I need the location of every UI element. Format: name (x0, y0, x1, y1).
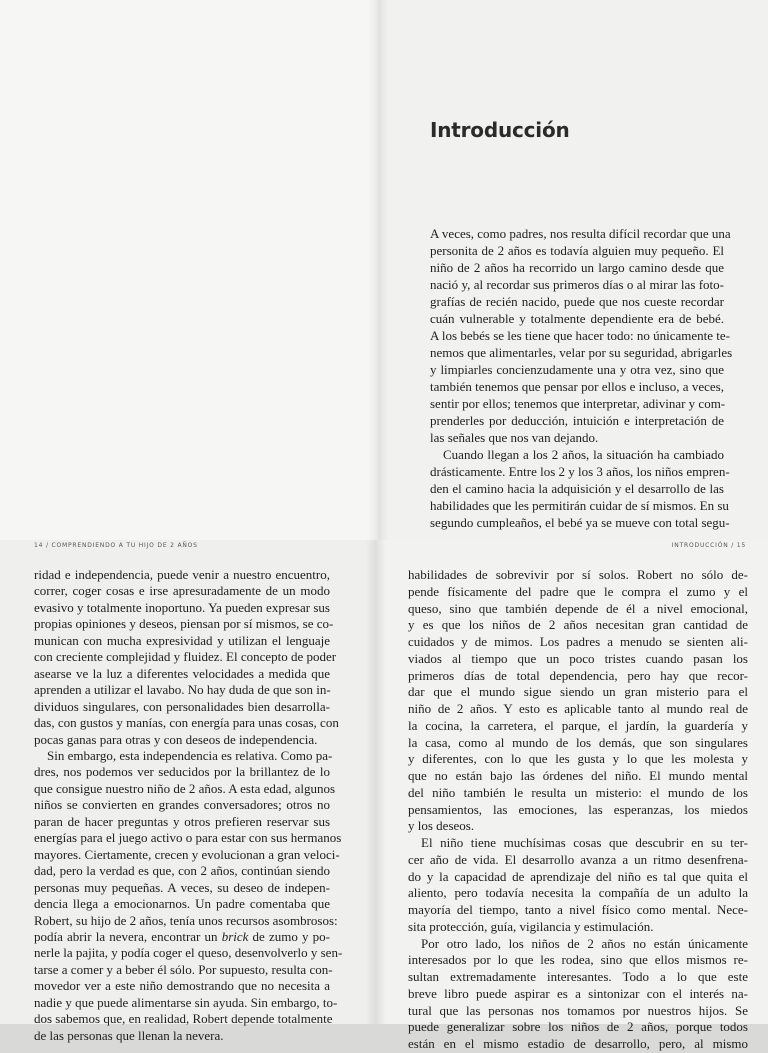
paragraph: Sin embargo, esta independencia es relativa. Como pa- dres, nos podemos ver seducidos por la brillantez de lo que consigue nuestro niño de 2 años. A esta edad, algunos niños se convierten en grandes conversadores; otros no paran de hacer preguntas y otros prefieren reservar sus energías para el juego activo o para estar con sus hermanos mayores. Ciertamente, crecen y evolucionan a gran veloci- dad, pero la verdad es que, con 2 años, continúan siendo personas muy pequeñas. A veces, su deseo de indepen- dencia llega a emocionarnos. Un padre comentaba que Robert, su hijo de 2 años, tenía unos recursos asombrosos: podía abrir la nevera, encontrar un brick de zumo y po- nerle la pajita, y podía coger el queso, desenvolverlo y sen- tarse a comer y a beber él sólo. Por supuesto, resulta con- movedor ver a este niño demostrando que no necesita a nadie y que puede alimentarse sin ayuda. Sin embargo, to- dos sabemos que, en realidad, Robert depende totalmente de las personas que llenan la nevera. (34, 747, 343, 1043)
page-14 (0, 540, 376, 1043)
paragraph: ridad e independencia, puede venir a nuestro encuentro, correr, coger cosas e irse apresuradamente de un modo evasivo y totalmente inoportuno. Ya pueden expresar sus propias opiniones y deseos, piensan por sí mismos, se co- munican con mucha expresividad y utilizan el lenguaje con creciente complejidad y fluidez. El concepto de poder asearse ve la luz a diferentes velocidades a medida que aprenden a utilizar el lavabo. No hay duda de que son in- dividuos singulares, con personalidades bien desarrolla- das, con gustos y manías, con energía para unas cosas, con pocas ganas para otras y con deseos de independencia. (34, 567, 339, 747)
chapter-title: Introducción (430, 118, 570, 142)
page-introduction (378, 0, 768, 540)
paragraph: habilidades de sobrevivir por sí solos. Robert no sólo de- pende físicamente del padre que le compra el zumo y el queso, sino que también depende de él a nivel emocional, y es que los niños de 2 años necesitan gran cantidad de cuidados y de mimos. Los padres a menudo se sienten ali- viados al tiempo que un poco tristes cuando pasan los primeros días de total dependencia, pero hay que recor- dar que el mundo sigue siendo un gran misterio para el niño de 2 años. Y esto es aplicable tanto al mundo real de la cocina, la carretera, el parque, el jardín, la guardería y la casa, como al mundo de los demás, que son singulares y diferentes, con lo que les gusta y lo que les molesta y que no están bajo las órdenes del niño. El mundo mental del niño también le resulta un misterio: el mundo de los pensamientos, las emociones, las esperanzas, los miedos y los deseos. (408, 567, 748, 834)
page-gutter-shadow (368, 0, 378, 540)
running-header: INTRODUCCIÓN / 15 (671, 542, 746, 549)
page-gutter-shadow (376, 540, 386, 1024)
paragraph: A veces, como padres, nos resulta difícil recordar que una personita de 2 años es todavía alguien muy pequeño. El niño de 2 años ha recorrido un largo camino desde que nació y, al recordar sus primeros días o al mirar las foto- grafías de recién nacido, puede que nos cueste recordar cuán vulnerable y totalmente dependiente era de bebé. A los bebés se les tiene que hacer todo: no únicamente te- nemos que alimentarles, velar por su seguridad, abrigarles y limpiarles concienzudamente una y otra vez, sino que también tenemos que pensar por ellos e incluso, a veces, sentir por ellos; tenemos que interpretar, adivinar y com- prenderles por deducción, intuición e interpretación de las señales que nos van dejando. (430, 226, 733, 445)
body-text (430, 225, 733, 531)
page-gutter-shadow (378, 0, 388, 540)
running-header: 14 / COMPRENDIENDO A TU HIJO DE 2 AÑOS (34, 542, 198, 549)
paragraph: Por otro lado, los niños de 2 años no están únicamente interesados por lo que les rodea, sino que ellos mismos re- sultan extremadamente interesantes. Todo a lo que este breve libro puede aspirar es a sintonizar con el interés na- tural que las personas nos tomamos por nuestros hijos. Se puede generalizar sobre los niños de 2 años, porque todos están en el mismo estadio de desarrollo, pero, al mismo (408, 935, 748, 1051)
page-blank-left (0, 0, 378, 540)
paragraph: Cuando llegan a los 2 años, la situación ha cambiado drásticamente. Entre los 2 y los 3 años, los niños empren- den el camino hacia la adquisición y el desarrollo de las habilidades que les permitirán cuidar de sí mismos. En su segundo cumpleaños, el bebé ya se mueve con total segu- (430, 447, 730, 530)
page-gutter-shadow (366, 540, 376, 1024)
paragraph: El niño tiene muchísimas cosas que descubrir en su ter- cer año de vida. El desarrollo avanza a un ritmo desenfrena- do y la capacidad de aprendizaje del niño es tal que quita el aliento, pero todavía necesita la compañía de un adulto la mayoría del tiempo, tanto a nivel físico como mental. Nece- sita protección, guía, vigilancia y estimulación. (408, 835, 748, 934)
page-15 (376, 540, 768, 1051)
body-text (408, 567, 748, 1053)
body-text (34, 567, 343, 1044)
